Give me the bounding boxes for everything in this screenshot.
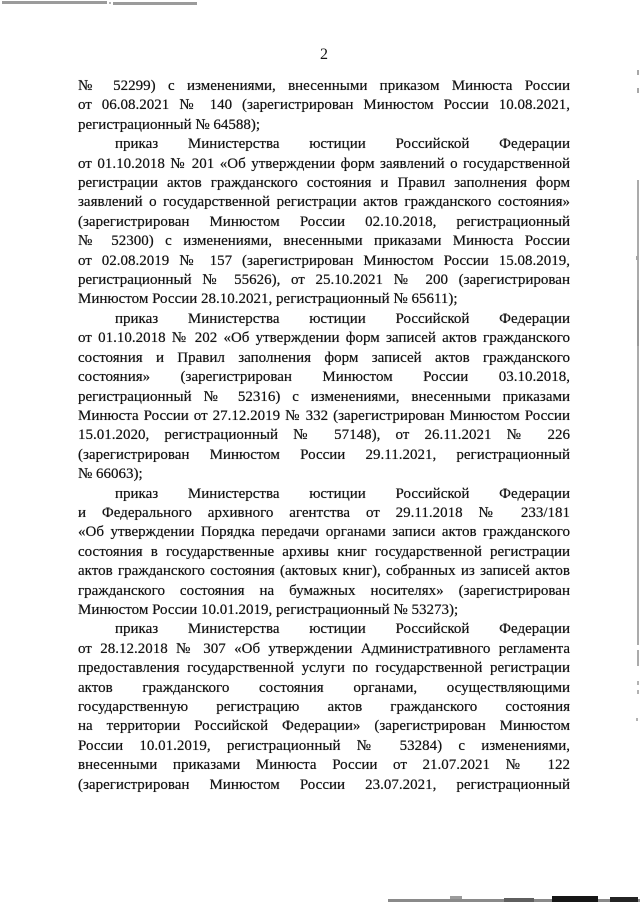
text-line: состояния и Правил заполнения форм записей актов гражданского <box>78 349 570 366</box>
text-line: 15.01.2020, регистрационный № 57148), от 26.11.2021 № 226 <box>78 427 570 444</box>
scan-artifact-top-line-right <box>113 2 197 5</box>
scan-artifact-right-dash <box>636 256 638 260</box>
text-line: заявлений о государственной регистрации актов гражданского состояния» <box>78 194 570 211</box>
scan-artifact-right-dot <box>637 690 639 694</box>
text-line: от 01.10.2018 № 202 «Об утверждении форм записей актов гражданского <box>78 330 570 347</box>
scan-artifact-right-dash <box>637 70 639 75</box>
text-line: государственную регистрацию актов гражданского состояния <box>78 699 570 715</box>
text-line: от 28.12.2018 № 307 «Об утверждении Административного регламента <box>78 640 570 657</box>
text-line: регистрационный № 52316) с изменениями, внесенными приказами <box>78 388 570 405</box>
text-line: регистрационный № 55626), от 25.10.2021 № 200 (зарегистрирован <box>78 272 570 289</box>
text-line: приказ Министерства юстиции Российской Федерации <box>115 136 570 153</box>
scan-artifact-bottom-bar-dark-segment <box>610 897 638 902</box>
text-line: гражданского состояния на бумажных носителях» (зарегистрирован <box>78 582 570 599</box>
text-line: (зарегистрирован Минюстом России 02.10.2018, регистрационный <box>78 213 570 230</box>
text-line: состояния в государственные архивы книг государственной регистрации <box>78 543 570 560</box>
text-line: и Федерального архивного агентства от 29.11.2018 № 233/181 <box>78 504 570 521</box>
text-line: № 52300) с изменениями, внесенными приказами Минюста России <box>78 233 570 250</box>
text-line: (зарегистрирован Минюстом России 23.07.2021, регистрационный <box>78 776 570 793</box>
scan-artifact-bottom-bar <box>388 899 640 902</box>
text-line: «Об утверждении Порядка передачи органами записи актов гражданского <box>78 524 570 541</box>
scan-artifact-right-edge-line <box>637 180 639 645</box>
text-line: Минюста России от 27.12.2019 № 332 (зарегистрирован Минюстом России <box>78 407 570 424</box>
scan-artifact-bottom-bar-segment <box>504 898 534 902</box>
text-line: от 06.08.2021 № 140 (зарегистрирован Минюстом России 10.08.2021, <box>78 97 570 114</box>
text-line: внесенными приказами Минюста России от 21.07.2021 № 122 <box>78 757 570 774</box>
text-line: предоставления государственной услуги по государственной регистрации <box>78 660 570 677</box>
text-line: приказ Министерства юстиции Российской Федерации <box>115 485 570 502</box>
scan-artifact-right-dash <box>637 650 639 666</box>
text-line: Минюстом России 10.01.2019, регистрационный № 53273); <box>78 601 459 618</box>
text-line: состояния» (зарегистрирован Минюстом России 03.10.2018, <box>78 369 570 386</box>
text-line: (зарегистрирован Минюстом России 29.11.2021, регистрационный <box>78 446 570 463</box>
scan-artifact-top-line-left <box>2 1 107 4</box>
document-body <box>78 77 570 795</box>
text-line: актов гражданского состояния (актовых книг), собранных из записей актов <box>78 563 570 580</box>
scan-artifact-right-edge-line-dark <box>637 300 639 346</box>
scan-artifact-right-dot <box>637 681 639 685</box>
text-line: приказ Министерства юстиции Российской Федерации <box>115 310 570 327</box>
text-line: от 01.10.2018 № 201 «Об утверждении форм заявлений о государственной <box>78 155 570 172</box>
text-line: № 66063); <box>78 466 143 483</box>
text-line: от 02.08.2019 № 157 (зарегистрирован Минюстом России 15.08.2019, <box>78 252 570 269</box>
text-line: № 52299) с изменениями, внесенными приказом Минюста России <box>78 78 570 94</box>
text-line: Минюстом России 28.10.2021, регистрационный № 65611); <box>78 291 458 308</box>
text-line: России 10.01.2019, регистрационный № 53284) с изменениями, <box>78 737 570 754</box>
page-number: 2 <box>320 46 328 63</box>
text-line: на территории Российской Федерации» (зарегистрирован Минюстом <box>78 718 570 735</box>
text-line: актов гражданского состояния органами, осуществляющими <box>78 679 570 696</box>
scan-artifact-top-dot <box>109 2 111 4</box>
scan-artifact-right-dash <box>637 88 639 93</box>
scan-artifact-bottom-tick <box>450 896 462 899</box>
text-line: приказ Министерства юстиции Российской Федерации <box>115 621 570 638</box>
scan-artifact-right-dot <box>636 718 638 721</box>
text-line: регистрационный № 64588); <box>78 116 261 133</box>
scan-artifact-bottom-bar-dark-segment <box>552 896 598 902</box>
text-line: регистрации актов гражданского состояния и Правил заполнения форм <box>78 175 570 192</box>
